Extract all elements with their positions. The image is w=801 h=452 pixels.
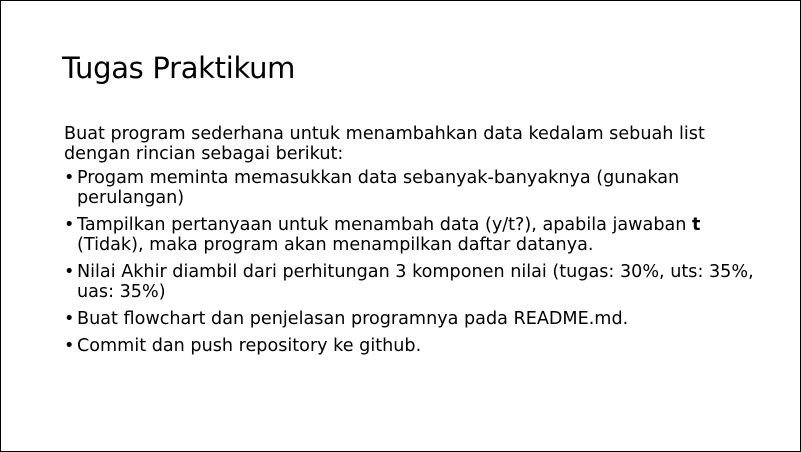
- bullet-text: Progam meminta memasukkan data sebanyak-banyaknya (gunakan perulangan): [77, 168, 680, 208]
- bullet-item: [64, 309, 754, 329]
- bullet-item: [64, 215, 754, 255]
- slide-title: Tugas Praktikum: [62, 51, 296, 85]
- bullet-dot: •: [64, 215, 75, 235]
- bullet-dot: •: [64, 336, 75, 356]
- slide-content: [64, 124, 754, 363]
- intro-paragraph: Buat program sederhana untuk menambahkan data kedalam sebuah list dengan rincian sebagai berikut:: [64, 124, 705, 164]
- bullet-item: [64, 262, 754, 302]
- bullet-item: [64, 168, 754, 208]
- bullet-text: Tampilkan pertanyaan untuk menambah data (y/t?), apabila jawaban: [77, 215, 693, 235]
- bullet-bold-text: t: [692, 215, 701, 235]
- bullet-text: Nilai Akhir diambil dari perhitungan 3 komponen nilai (tugas: 30%, uts: 35%, uas: 35%): [77, 262, 754, 302]
- bullet-dot: •: [64, 168, 75, 188]
- bullet-list: [64, 168, 754, 356]
- bullet-dot: •: [64, 309, 75, 329]
- bullet-text-after: (Tidak), maka program akan menampilkan daftar datanya.: [77, 235, 594, 255]
- bullet-text: Commit dan push repository ke github.: [77, 336, 422, 356]
- bullet-dot: •: [64, 262, 75, 282]
- bullet-text: Buat flowchart dan penjelasan programnya pada README.md.: [77, 309, 629, 329]
- bullet-item: [64, 336, 754, 356]
